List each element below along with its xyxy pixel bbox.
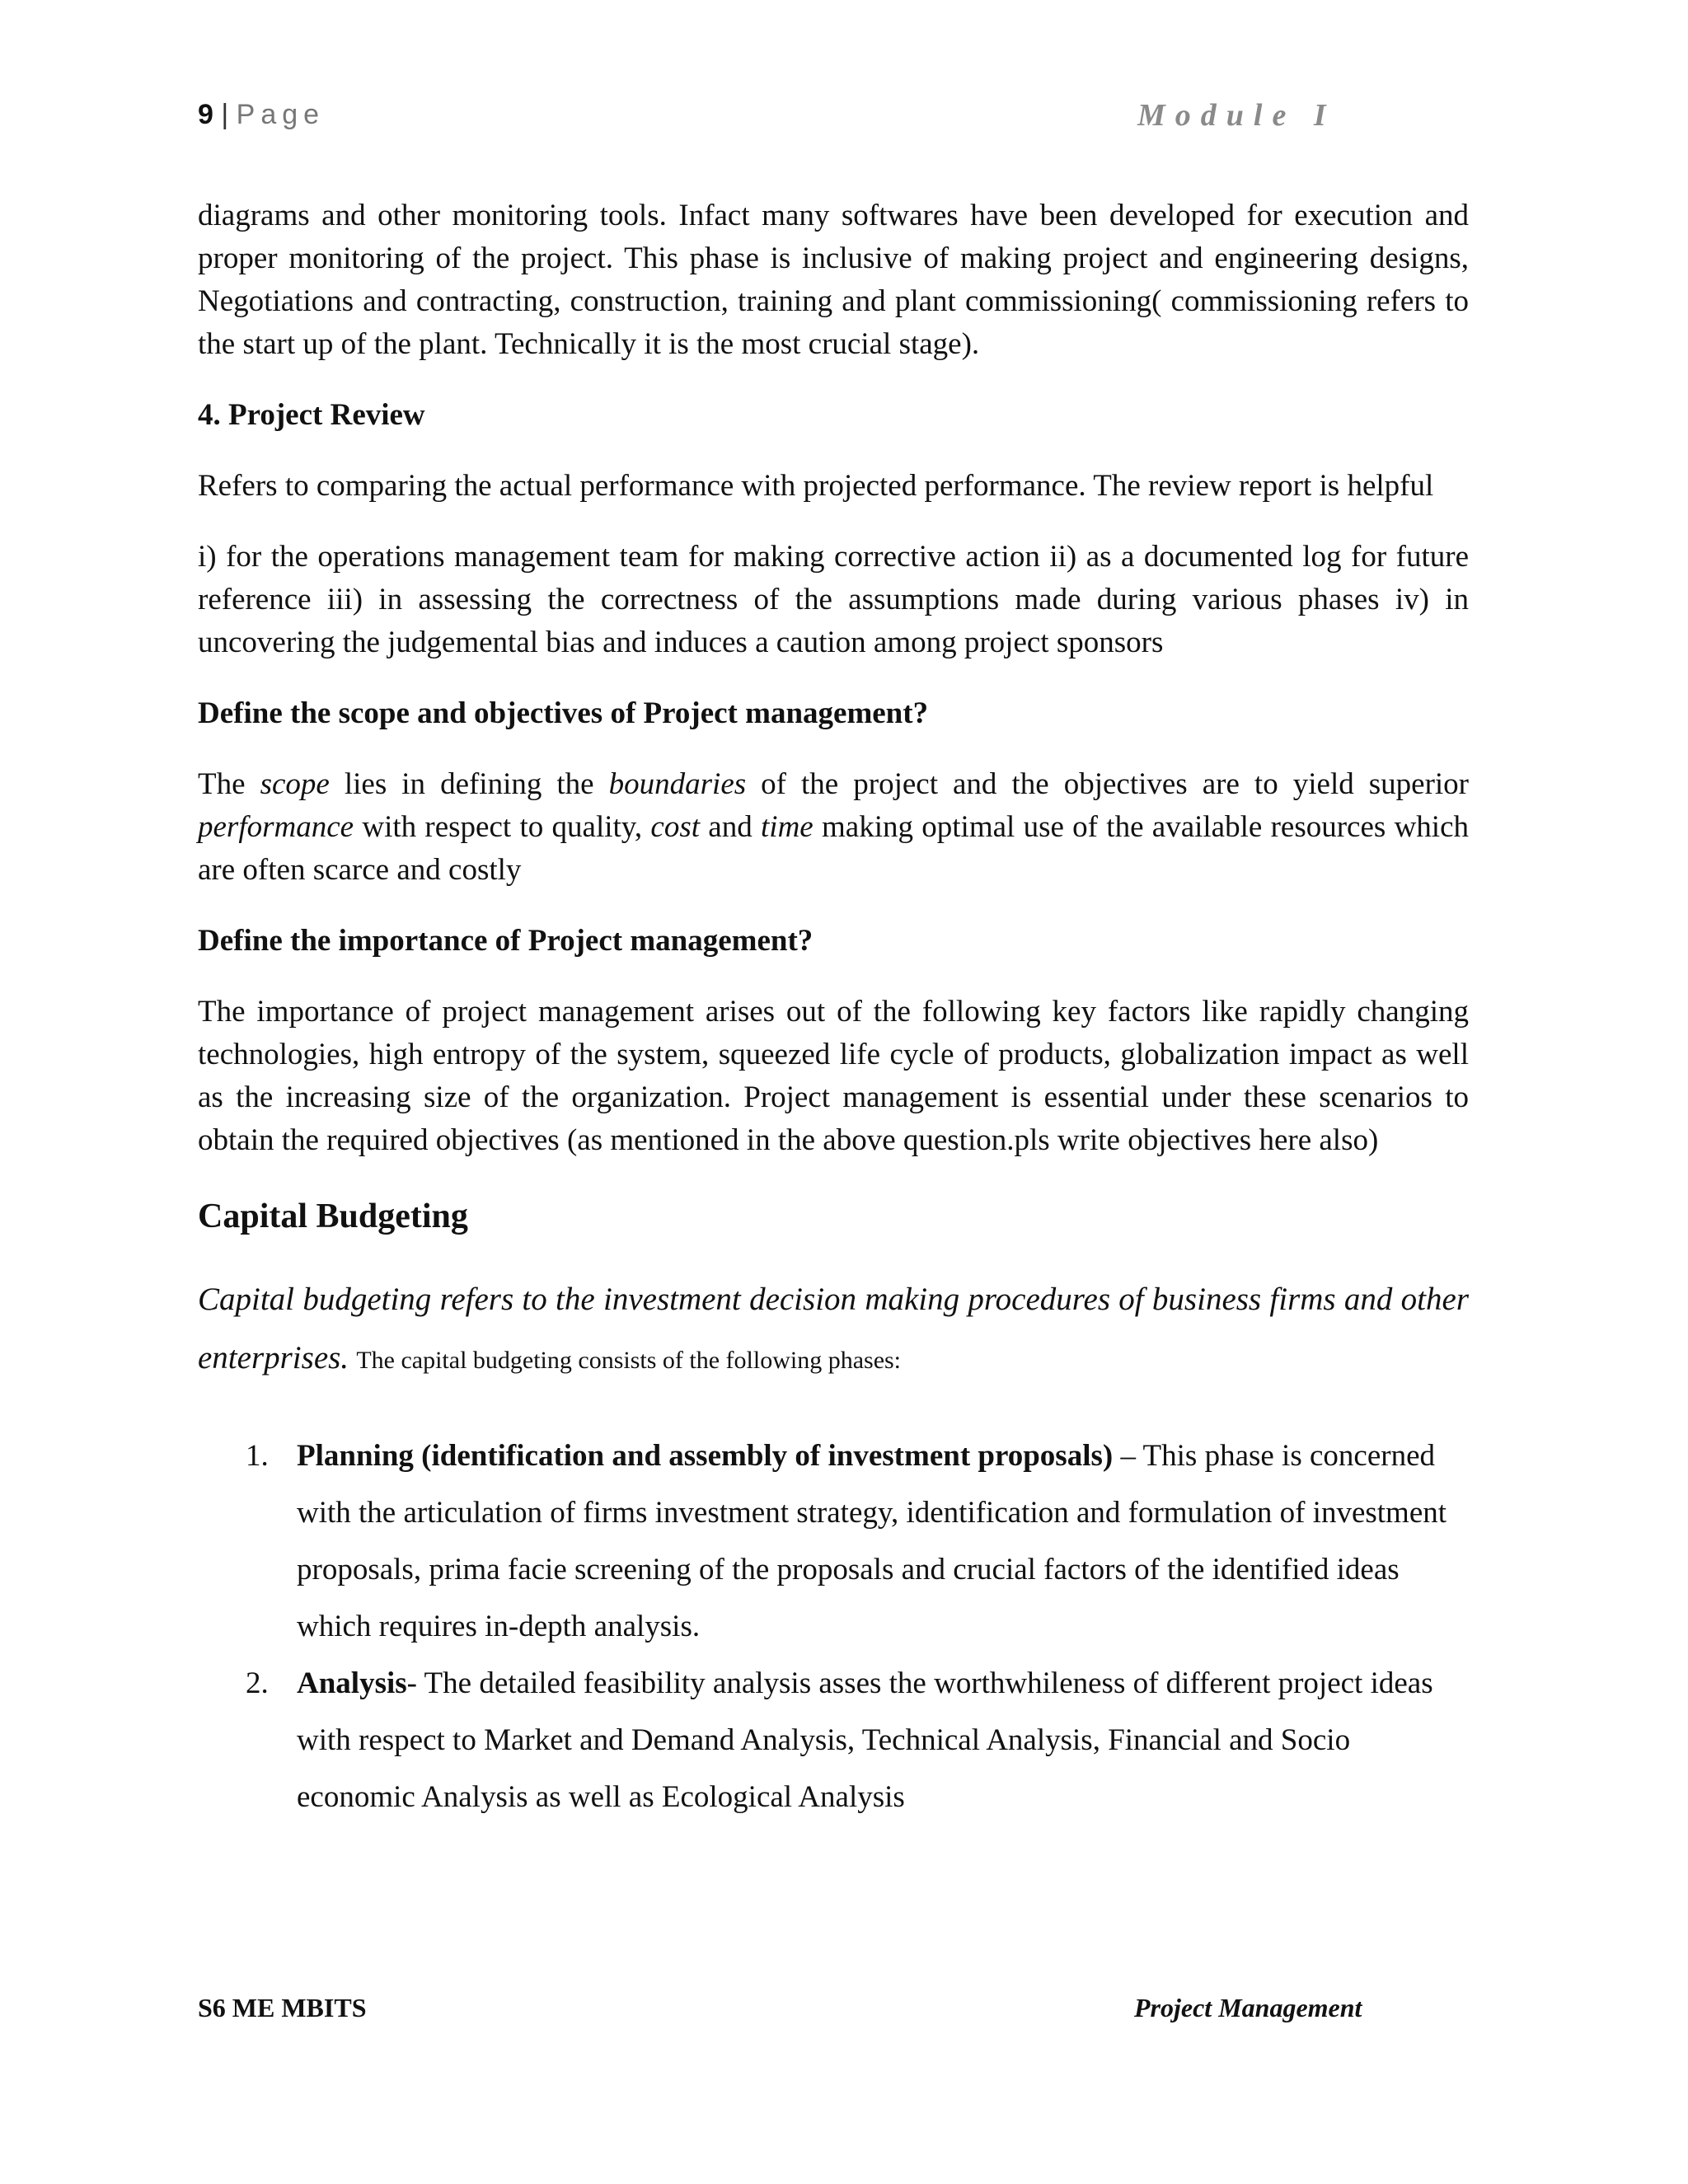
scope-question: Define the scope and objectives of Project management? [198, 696, 929, 730]
module-label: Module I [1137, 98, 1336, 133]
page-number: 9 [198, 99, 213, 130]
footer-subject: Project Management [1134, 1993, 1362, 2022]
scope-answer [198, 763, 1469, 892]
project-review-heading: 4. Project Review [198, 398, 425, 432]
list-item [198, 1427, 1469, 1655]
scope-italic-time: time [761, 810, 814, 844]
list-item-title: Planning (identification and assembly of investment proposals) [297, 1439, 1114, 1473]
importance-answer: The importance of project management arises out of the following key factors like rapidly changing technologies, high entropy of the system, squeezed life cycle of products, globalization impact as well as the increasing size of the organization. Project management is essential under these scenarios to obtain the required objectives (as mentioned in the above question.pls write objectives here also) [198, 995, 1469, 1157]
capital-budgeting-definition-text: Capital budgeting refers to the investment decision making procedures of business firms and other enterprises. [198, 1282, 1469, 1376]
scope-italic-cost: cost [650, 810, 701, 844]
capital-budgeting-heading: Capital Budgeting [198, 1197, 468, 1235]
scope-text-2: lies in defining the [329, 767, 609, 801]
list-item [198, 1655, 1469, 1825]
importance-question: Define the importance of Project management? [198, 924, 814, 958]
scope-text-4: with respect to quality, [354, 810, 651, 844]
list-item-text: - The detailed feasibility analysis asses the worthwhileness of different project ideas with respect to Market and Demand Analysis, Technical Analysis, Financial and Socio economic Analysis as well as Ecological Analysis [297, 1666, 1433, 1814]
project-review-paragraph: Refers to comparing the actual performance with projected performance. The review report is helpful [198, 469, 1434, 503]
scope-italic-boundaries: boundaries [608, 767, 747, 801]
scope-text-5: and [700, 810, 762, 844]
scope-text-6: making optimal use of the available resources which are often scarce and costly [198, 810, 1469, 887]
list-item-number: 2. [246, 1666, 269, 1700]
page-header-number [198, 99, 325, 131]
list-item-number: 1. [246, 1439, 269, 1473]
page-label: Page [236, 99, 326, 130]
footer-course: S6 ME MBITS [198, 1993, 367, 2022]
capital-budgeting-definition [198, 1271, 1469, 1390]
continuation-paragraph: diagrams and other monitoring tools. Infact many softwares have been developed for execution and proper monitoring of the project. This phase is inclusive of making project and engineering designs, Negotiations and contracting, construction, training and plant commissioning( commissioning refers to the start up of the plant. Technically it is the most crucial stage). [198, 199, 1469, 361]
scope-italic-scope: scope [260, 767, 330, 801]
capital-budgeting-phase-list [198, 1427, 1469, 1825]
project-review-points: i) for the operations management team for making corrective action ii) as a documented log for future reference iii) in assessing the correctness of the assumptions made during various phases iv) in uncovering the judgemental bias and induces a caution among project sponsors [198, 540, 1469, 659]
scope-text-1: The [198, 767, 260, 801]
header-separator: | [213, 99, 237, 130]
list-item-text: – This phase is concerned with the articulation of firms investment strategy, identification and formulation of investment proposals, prima facie screening of the proposals and crucial factors of the identified ideas which requires in-depth analysis. [297, 1439, 1447, 1643]
scope-italic-performance: performance [198, 810, 354, 844]
list-item-title: Analysis [297, 1666, 407, 1700]
scope-text-3: of the project and the objectives are to yield superior [746, 767, 1469, 801]
capital-budgeting-phases-intro: The capital budgeting consists of the following phases: [356, 1347, 902, 1374]
page-body [198, 194, 1469, 1825]
